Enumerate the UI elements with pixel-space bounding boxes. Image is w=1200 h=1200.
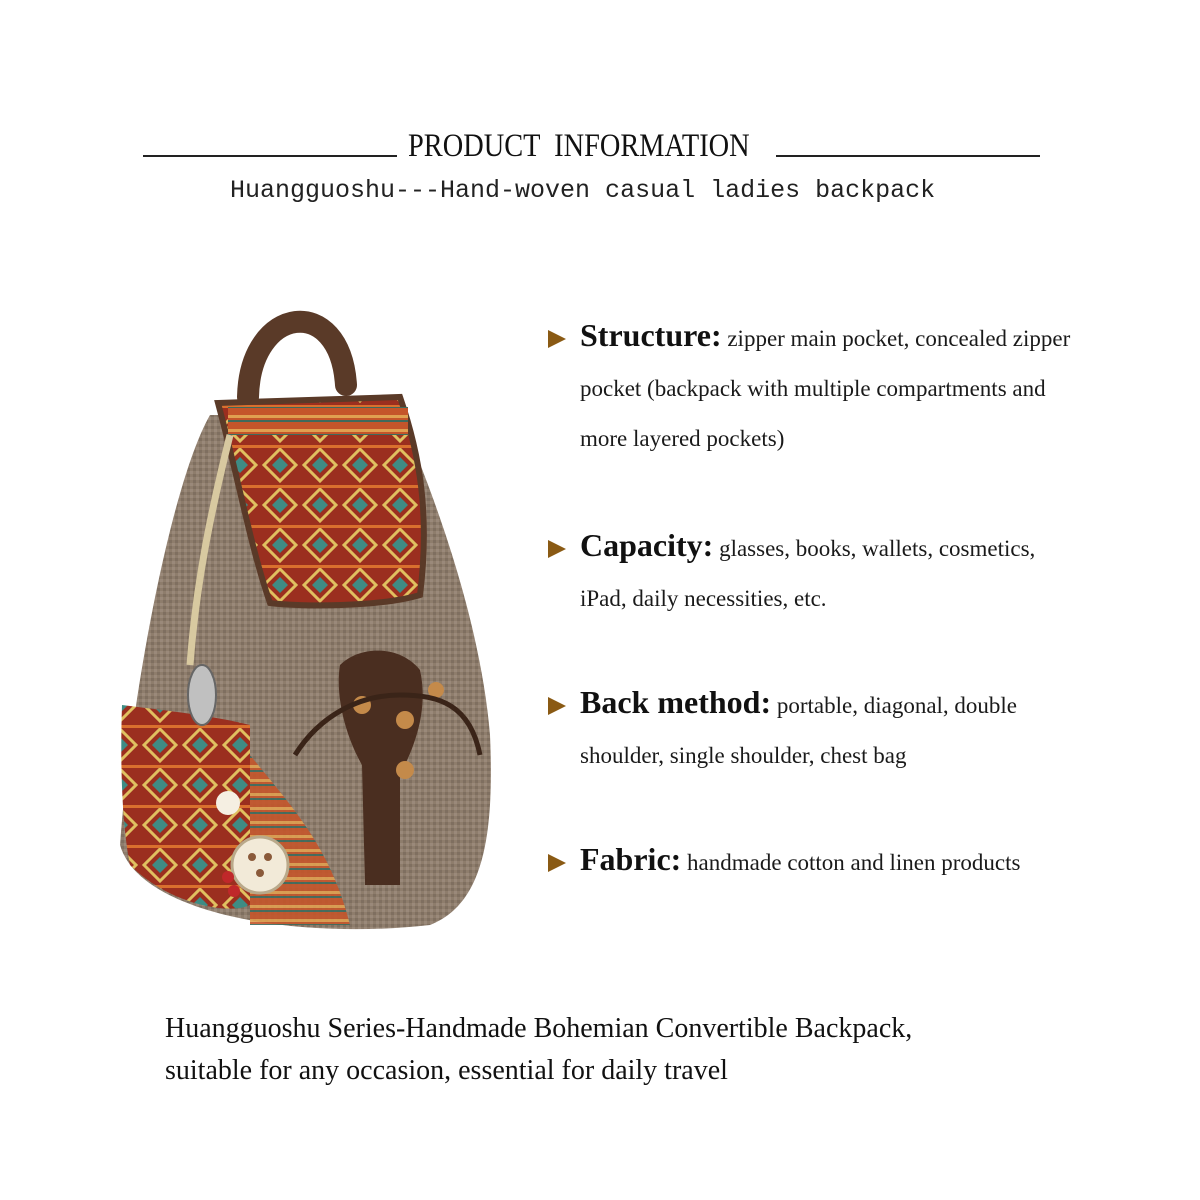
feature-text [580, 310, 1080, 464]
feature-description: portable, diagonal, double shoulder, single shoulder, chest bag [580, 693, 1018, 768]
backpack-image [100, 285, 520, 965]
footer-line-2: suitable for any occasion, essential for daily travel [165, 1055, 728, 1086]
page-subtitle: Huangguoshu---Hand-woven casual ladies backpack [230, 176, 936, 205]
feature-description: glasses, books, wallets, cosmetics, iPad, daily necessities, etc. [580, 536, 1036, 611]
feature-text [580, 834, 1080, 888]
bullet-arrow-icon [548, 330, 566, 348]
feature-text [580, 677, 1080, 781]
feature-description: handmade cotton and linen products [687, 850, 1021, 875]
title-rule-left [143, 155, 397, 157]
header [0, 118, 1200, 168]
zipper-pull [188, 665, 216, 725]
feature-text [580, 520, 1080, 624]
footer-line-1: Huangguoshu Series-Handmade Bohemian Convertible Backpack, [165, 1013, 913, 1044]
title-rule-right [776, 155, 1040, 157]
bullet-arrow-icon [548, 854, 566, 872]
feature-label: Fabric: [580, 841, 682, 877]
feature-label: Capacity: [580, 527, 714, 563]
feature-label: Back method: [580, 684, 772, 720]
bullet-arrow-icon [548, 697, 566, 715]
bullet-arrow-icon [548, 540, 566, 558]
footer-description [165, 1008, 1115, 1092]
feature-description: zipper main pocket, concealed zipper pocket (backpack with multiple compartments and more layered pockets) [580, 326, 1071, 451]
page-title: PRODUCT INFORMATION [408, 128, 750, 164]
handle [248, 322, 346, 397]
feature-label: Structure: [580, 317, 722, 353]
lotus-charm [232, 837, 288, 893]
